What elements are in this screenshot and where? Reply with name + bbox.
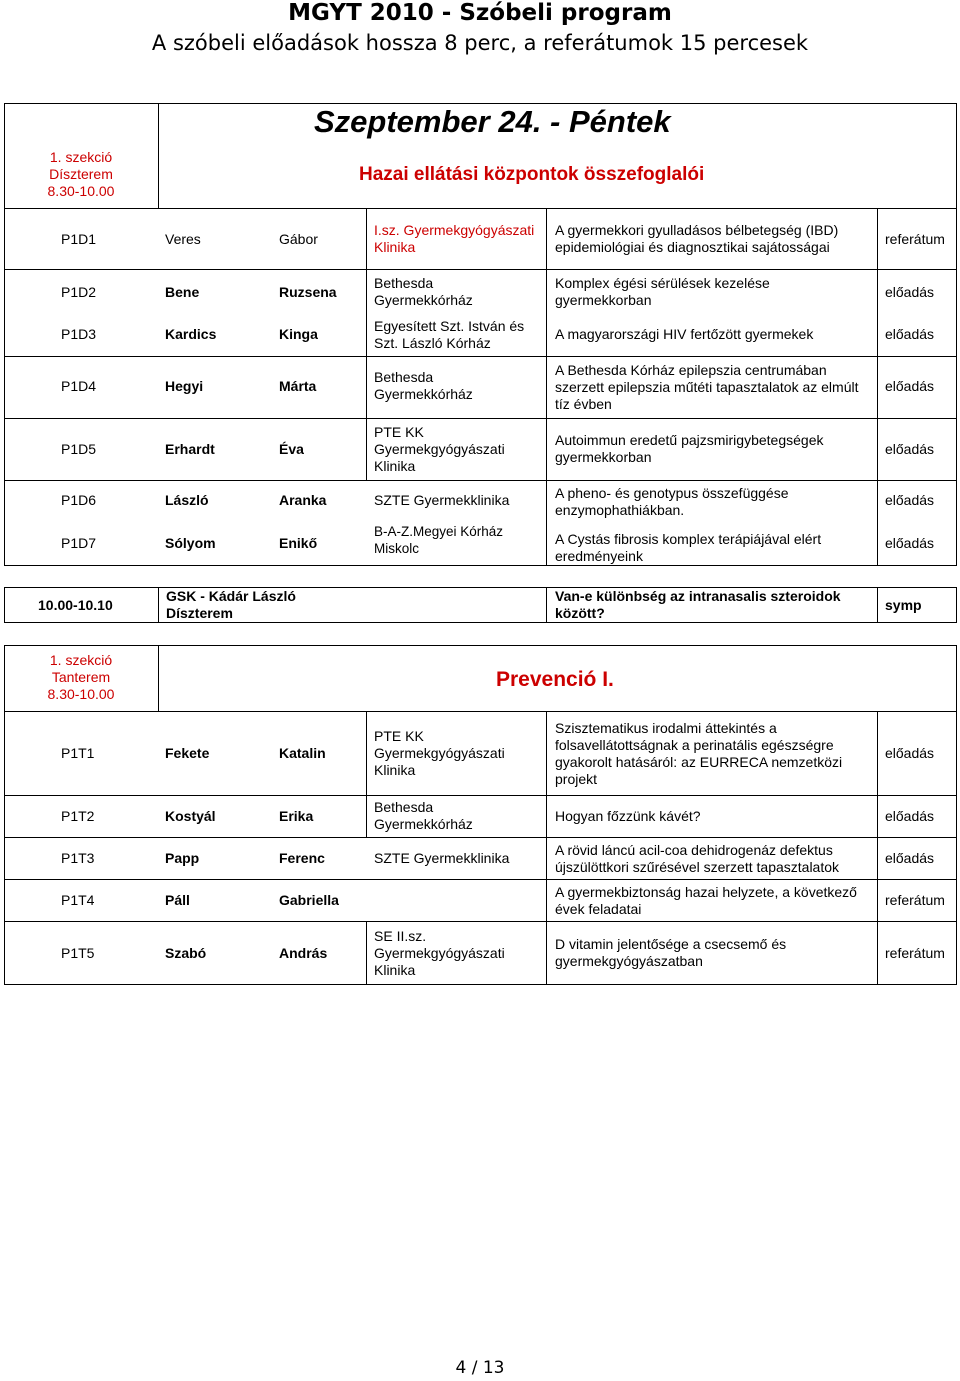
row-institution: Bethesda Gyermekkórház xyxy=(374,369,473,402)
row-lastname: Kardics xyxy=(165,326,217,342)
row-type: előadás xyxy=(885,492,935,508)
row-code: P1D4 xyxy=(61,378,97,394)
section2-theme: Prevenció I. xyxy=(496,668,614,691)
row-firstname: András xyxy=(279,945,328,961)
section2-label: 1. szekció Tanterem 8.30-10.00 xyxy=(47,652,115,702)
row-title: A magyarországi HIV fertőzött gyermekek xyxy=(555,326,814,342)
row-title: Szisztematikus irodalmi áttekintés a folsavellátottságnak a perinatális egészségre gyakorolt hatásáról: az EURRECA nemzetközi projekt xyxy=(555,720,843,787)
row-institution: SZTE Gyermekklinika xyxy=(374,492,510,508)
row-lastname: Papp xyxy=(165,850,200,866)
row-code: P1D3 xyxy=(61,326,97,342)
row-firstname: Katalin xyxy=(279,745,326,761)
row-title: Hogyan főzzünk kávét? xyxy=(555,808,701,824)
row-firstname: Enikő xyxy=(279,535,318,551)
row-firstname: Gabriella xyxy=(279,892,339,908)
row-institution: B-A-Z.Megyei Kórház Miskolc xyxy=(374,524,504,556)
row-institution: SZTE Gyermekklinika xyxy=(374,850,510,866)
row-firstname: Kinga xyxy=(279,326,318,342)
row-type: előadás xyxy=(885,441,935,457)
section1-date: Szeptember 24. - Péntek xyxy=(314,104,671,139)
row-title: A gyermekbiztonság hazai helyzete, a következő évek feladatai xyxy=(555,884,857,917)
row-title: A gyermekkori gyulladásos bélbetegség (IBD) epidemiológiai és diagnosztikai sajátosságai xyxy=(555,222,839,255)
row-title: A pheno- és genotypus összefüggése enzymophathiákban. xyxy=(555,485,789,518)
row-lastname: Hegyi xyxy=(165,378,204,394)
row-firstname: Ruzsena xyxy=(279,284,337,300)
symp-speaker: GSK - Kádár László Díszterem xyxy=(166,588,296,621)
row-title: A Bethesda Kórház epilepszia centrumában szerzett epilepszia műtéti tapasztalatok az elmúlt tíz évben xyxy=(555,362,859,412)
row-firstname: Gábor xyxy=(279,231,318,247)
row-lastname: Páll xyxy=(165,892,190,908)
row-type: előadás xyxy=(885,745,935,761)
row-institution: PTE KK Gyermekgyógyászati Klinika xyxy=(374,728,505,778)
row-lastname: Erhardt xyxy=(165,441,215,457)
row-title: D vitamin jelentősége a csecsemő és gyermekgyógyászatban xyxy=(555,936,787,969)
row-code: P1D6 xyxy=(61,492,97,508)
row-institution: PTE KK Gyermekgyógyászati Klinika xyxy=(374,424,505,474)
row-institution: I.sz. Gyermekgyógyászati Klinika xyxy=(374,222,535,255)
section1-label: 1. szekció Díszterem 8.30-10.00 xyxy=(47,149,115,199)
row-firstname: Éva xyxy=(279,441,304,457)
row-code: P1D1 xyxy=(61,231,97,247)
row-type: előadás xyxy=(885,850,935,866)
row-type: előadás xyxy=(885,284,935,300)
row-lastname: Sólyom xyxy=(165,535,216,551)
row-type: előadás xyxy=(885,326,935,342)
page-subtitle: A szóbeli előadások hossza 8 perc, a referátumok 15 percesek xyxy=(151,31,809,55)
row-firstname: Ferenc xyxy=(279,850,325,866)
row-lastname: Veres xyxy=(165,231,201,247)
row-code: P1T3 xyxy=(61,850,95,866)
row-code: P1T4 xyxy=(61,892,95,908)
row-code: P1T5 xyxy=(61,945,95,961)
row-code: P1D5 xyxy=(61,441,97,457)
row-lastname: Bene xyxy=(165,284,200,300)
row-code: P1T2 xyxy=(61,808,95,824)
row-type: előadás xyxy=(885,535,935,551)
row-firstname: Márta xyxy=(279,378,317,394)
row-title: A Cystás fibrosis komplex terápiájával elért eredményeink xyxy=(555,531,822,564)
row-lastname: Fekete xyxy=(165,745,210,761)
row-type: előadás xyxy=(885,378,935,394)
row-title: Komplex égési sérülések kezelése gyermekkorban xyxy=(555,275,770,308)
row-lastname: Szabó xyxy=(165,945,207,961)
row-institution: Bethesda Gyermekkórház xyxy=(374,275,473,308)
page-number: 4 / 13 xyxy=(455,1358,505,1378)
row-code: P1D2 xyxy=(61,284,97,300)
row-title: Autoimmun eredetű pajzsmirigybetegségek gyermekkorban xyxy=(555,432,824,465)
row-institution: Egyesített Szt. István és Szt. László Kórház xyxy=(374,318,525,351)
row-firstname: Erika xyxy=(279,808,314,824)
row-type: referátum xyxy=(885,231,945,247)
page-title: MGYT 2010 - Szóbeli program xyxy=(288,0,672,26)
section1-theme: Hazai ellátási központok összefoglalói xyxy=(359,164,705,185)
symp-title: Van-e különbség az intranasalis szteroidok között? xyxy=(555,588,841,621)
row-lastname: Kostyál xyxy=(165,808,216,824)
row-firstname: Aranka xyxy=(279,492,327,508)
row-code: P1D7 xyxy=(61,535,97,551)
row-lastname: László xyxy=(165,492,209,508)
row-type: referátum xyxy=(885,945,945,961)
row-title: A rövid láncú acil-coa dehidrogenáz defektus újszülöttkori szűrésével szerzett tapasztalatok xyxy=(555,842,840,875)
row-type: előadás xyxy=(885,808,935,824)
symp-time: 10.00-10.10 xyxy=(38,597,113,613)
row-type: referátum xyxy=(885,892,945,908)
row-institution: SE II.sz. Gyermekgyógyászati Klinika xyxy=(374,928,505,978)
row-institution: Bethesda Gyermekkórház xyxy=(374,799,473,832)
row-code: P1T1 xyxy=(61,745,95,761)
symp-type: symp xyxy=(885,597,922,613)
